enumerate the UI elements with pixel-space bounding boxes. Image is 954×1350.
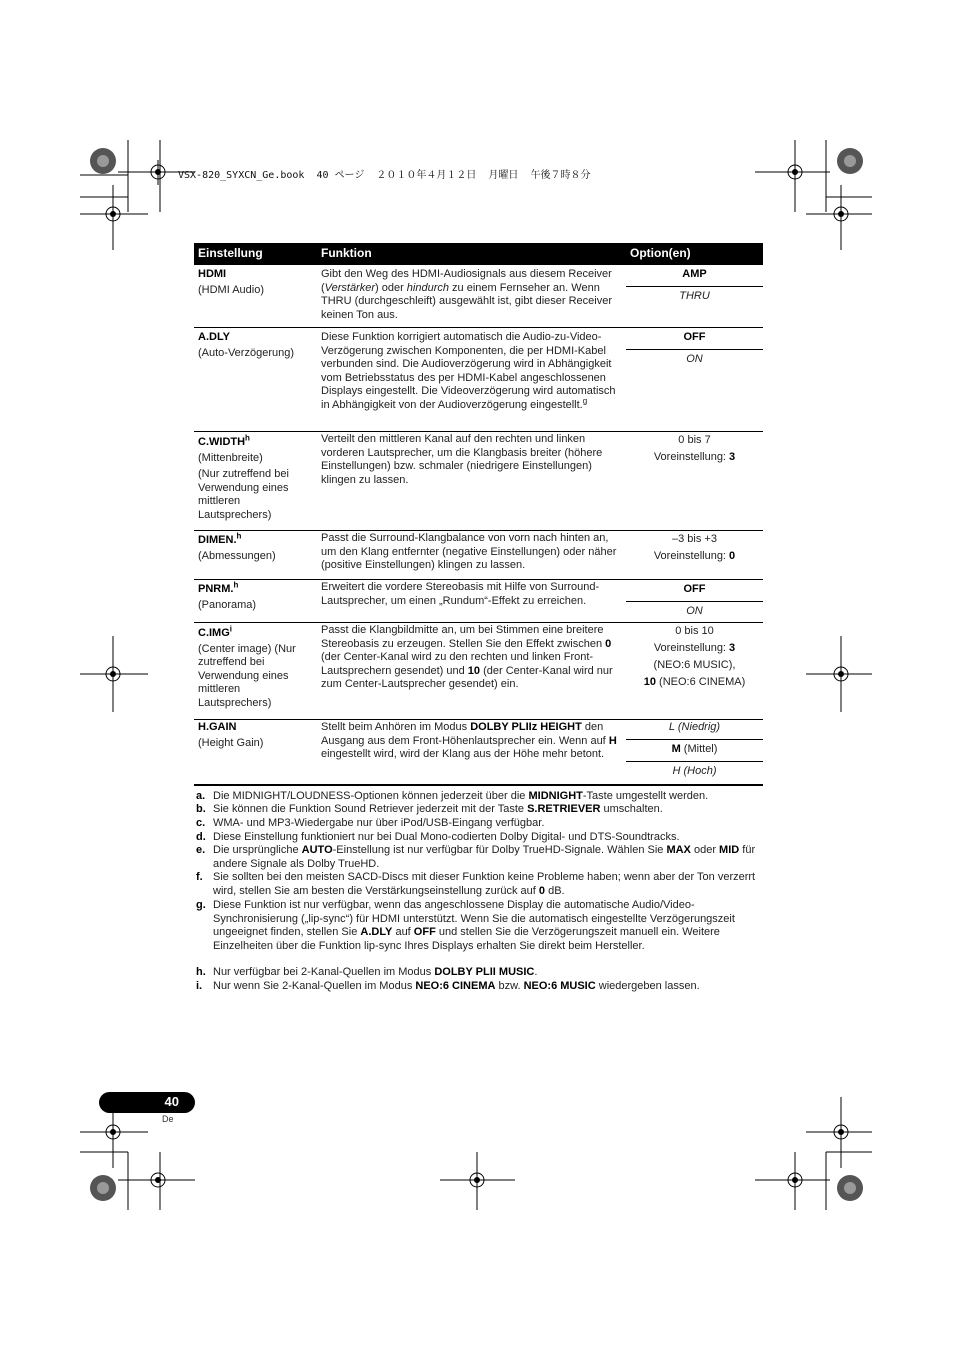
option-on: ON xyxy=(686,353,703,365)
option-high: H (Hoch) xyxy=(672,765,717,777)
footnote-c: c. WMA- und MP3-Wiedergabe nur über iPod/USB-Eingang verfügbar. xyxy=(196,817,545,829)
setting-description: Passt die Surround-Klangbalance von vorn nach hinten an, um den Klang entfernter (negative Einstellungen) oder näher (positive Einstellungen) klingen zu lassen. xyxy=(321,532,617,571)
setting-name: DIMEN.$^h$ xyxy=(198,531,242,546)
table-row-adly xyxy=(194,328,763,432)
table-row-pnrm xyxy=(194,580,763,623)
setting-name: HDMI xyxy=(198,268,227,280)
page-language: De xyxy=(162,1114,174,1124)
setting-sub: (Abmessungen) xyxy=(198,549,276,562)
setting-sub: (HDMI Audio) xyxy=(198,283,265,296)
option-note-music: (NEO:6 MUSIC), xyxy=(653,659,736,671)
option-mid: M (Mittel) xyxy=(626,740,763,762)
option-off: OFF xyxy=(626,580,763,602)
option-range: 0 bis 7 xyxy=(678,434,711,446)
setting-sub: (Height Gain) xyxy=(198,736,264,749)
footnote-f: f. Sie sollten bei den meisten SACD-Discs mit dieser Funktion keine Probleme haben; wenn aber der Ton verzerrt wird, stellen Sie am besten die Verstärkungseinstellung zurück auf 0 dB. xyxy=(196,871,756,897)
option-thru: THRU xyxy=(679,290,710,302)
setting-description: Diese Funktion korrigiert automatisch die Audio-zu-Video-Verzögerung zwischen Komponenten, die per HDMI-Kabel verbunden sind. Die Audioverzögerung wird in Abhängigkeit vom Betriebsstatus des per HDMI-Kabel angeschlossenen Displays eingestellt. Die Videoverzögerung wird automatisch in Abhängigkeit von der Audioverzögerung eingestellt.$^g$ xyxy=(321,331,616,411)
option-low: L (Niedrig) xyxy=(626,718,763,740)
footnote-e: e. Die ursprüngliche AUTO-Einstellung ist nur verfügbar für Dolby TrueHD-Signale. Wählen Sie MAX oder MID für andere Signale als Dolby TrueHD. xyxy=(196,844,756,870)
setting-sub: (Center image) (Nur zutreffend bei Verwendung eines mittleren Lautsprechers) xyxy=(198,642,296,709)
option-off: OFF xyxy=(626,328,763,350)
option-default: Voreinstellung: 0 xyxy=(653,550,736,562)
setting-name: C.IMG$^i$ xyxy=(198,624,233,639)
option-amp: AMP xyxy=(626,265,763,287)
table-row-cimg xyxy=(194,623,763,720)
table-header xyxy=(194,243,763,265)
table-row-hdmi xyxy=(194,265,763,328)
option-default: Voreinstellung: 3 xyxy=(653,642,736,654)
table-row-cwidth xyxy=(194,432,763,531)
col-optionen: Option(en) xyxy=(630,246,691,260)
footnote-d: d. Diese Einstellung funktioniert nur bei Dual Mono-codierten Dolby Digital- und DTS-Soundtracks. xyxy=(196,831,680,843)
setting-sub: (Mittenbreite) xyxy=(198,451,263,464)
setting-note: (Nur zutreffend bei Verwendung eines mittleren Lautsprechers) xyxy=(198,468,289,521)
setting-description: Verteilt den mittleren Kanal auf den rechten und linken vorderen Lautsprecher, um die Klangbasis breiter (höhere Einstellungen) bzw. schmaler (niedrigere Einstellungen) klingen zu lassen. xyxy=(321,433,603,486)
page-number: 40 xyxy=(164,1094,179,1109)
setting-name: C.WIDTH$^h$ xyxy=(198,433,250,448)
footnote-g: g. Diese Funktion ist nur verfügbar, wenn das angeschlossene Display die automatische Audio/Video-Synchronisierung („lip-sync“) für HDMI unterstützt. Wenn Sie die automatisch eingestellte Verzögerungszeit ungeeignet finden, stellen Sie A.DLY auf OFF und stellen Sie die Verzögerungszeit manuell ein. Weitere Einzelheiten über die Funktion lip-sync Ihres Displays erhalten Sie direkt beim Hersteller. xyxy=(196,899,735,952)
table-row-hgain xyxy=(194,720,763,786)
page-number-badge xyxy=(99,1092,195,1113)
footnote-b: b. Sie können die Funktion Sound Retriever jederzeit mit der Taste S.RETRIEVER umschalten. xyxy=(196,803,663,815)
footnote-i: i. Nur wenn Sie 2-Kanal-Quellen im Modus NEO:6 CINEMA bzw. NEO:6 MUSIC wiedergeben lassen. xyxy=(196,980,700,992)
setting-sub: (Panorama) xyxy=(198,598,257,611)
option-on: ON xyxy=(686,605,703,617)
setting-description: Erweitert die vordere Stereobasis mit Hilfe von Surround-Lautsprecher, um einen „Rundum“-Effekt zu erreichen. xyxy=(321,581,600,607)
option-default: Voreinstellung: 3 xyxy=(653,451,736,463)
col-einstellung: Einstellung xyxy=(198,246,263,260)
option-range: 0 bis 10 xyxy=(675,625,714,637)
book-header-line: VSX-820_SYXCN_Ge.book 40 ページ ２０１０年４月１２日 月曜日 午後７時８分 xyxy=(178,170,591,181)
setting-name: A.DLY xyxy=(198,331,230,343)
option-note-cinema: 10 (NEO:6 CINEMA) xyxy=(643,676,746,688)
setting-name: PNRM.$^h$ xyxy=(198,580,239,595)
setting-description: Stellt beim Anhören im Modus DOLBY PLIIz HEIGHT den Ausgang aus dem Front-Höhenlautsprecher ein. Wenn auf H eingestellt wird, wird der Klang aus der Höhe mehr betont. xyxy=(321,721,617,760)
footnote-h: h. Nur verfügbar bei 2-Kanal-Quellen im Modus DOLBY PLII MUSIC. xyxy=(196,966,538,978)
setting-sub: (Auto-Verzögerung) xyxy=(198,346,294,359)
setting-name: H.GAIN xyxy=(198,721,237,733)
setting-description: Passt die Klangbildmitte an, um bei Stimmen eine breitere Stereobasis zu erzeugen. Stellen Sie den Effekt zwischen 0 (der Center-Kanal wird zu den rechten und linken Front-Lautsprechern gesendet) und 10 (der Center-Kanal wird nur zum Center-Lautsprecher gesendet) ein. xyxy=(321,624,613,690)
setting-description: Gibt den Weg des HDMI-Audiosignals aus diesem Receiver (Verstärker) oder hindurch zu einem Fernseher an. Wenn THRU (durchgeschleift) ausgewählt ist, gibt dieser Receiver keinen Ton aus. xyxy=(321,268,613,321)
table-row-dimen xyxy=(194,531,763,580)
footnote-a: a. Die MIDNIGHT/LOUDNESS-Optionen können jederzeit über die MIDNIGHT-Taste umgestellt werden. xyxy=(196,790,709,802)
option-range: –3 bis +3 xyxy=(672,533,717,545)
col-funktion: Funktion xyxy=(321,246,372,260)
